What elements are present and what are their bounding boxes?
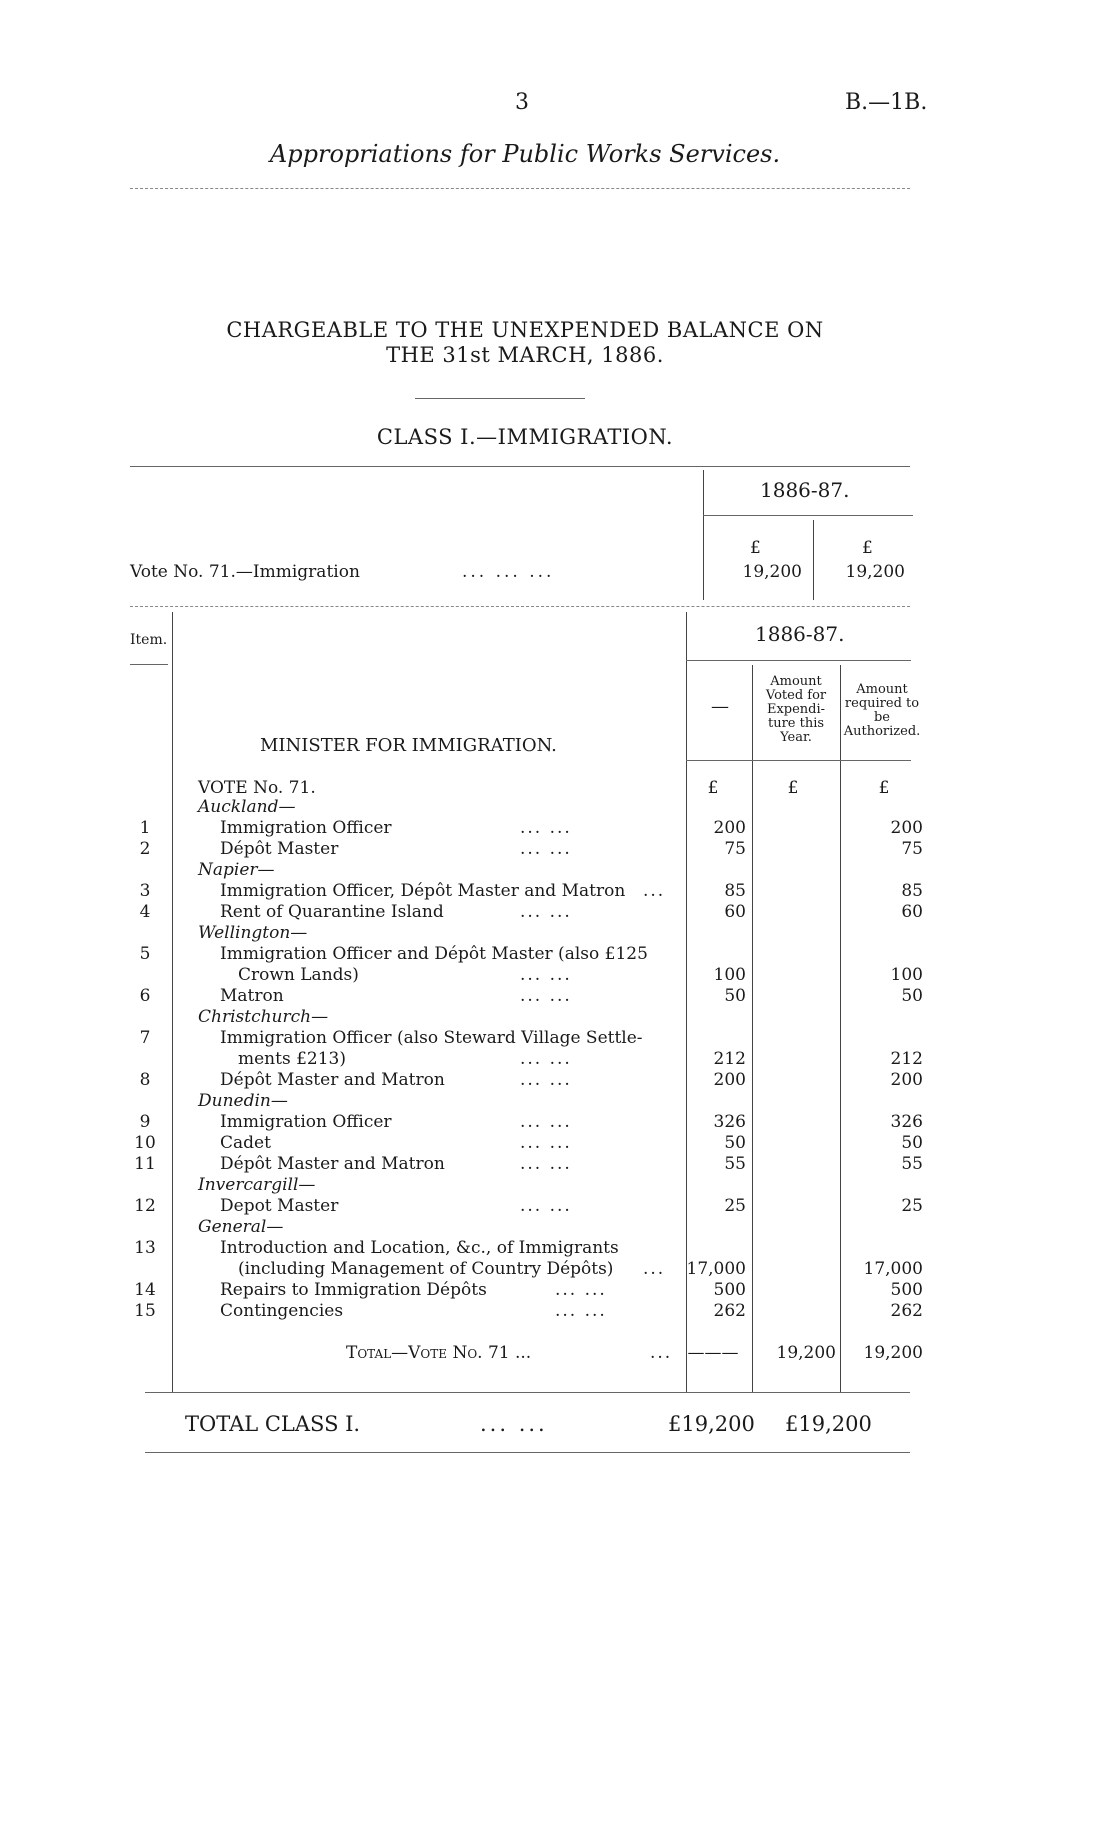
leader-dots: ... ... (520, 1049, 572, 1069)
summary-col-divider (703, 470, 704, 600)
item-header-rule (130, 664, 168, 665)
item-authorized: 212 (890, 1049, 923, 1069)
summary-bottom-rule (130, 606, 910, 607)
currency-col3: £ (878, 778, 890, 798)
table-row (0, 1112, 940, 1133)
table-row (0, 1196, 940, 1217)
item-number: 14 (134, 1280, 156, 1300)
summary-currency-2: £ (862, 538, 873, 558)
item-number: 9 (139, 1112, 151, 1132)
table-row (0, 902, 940, 923)
item-amount: 17,000 (686, 1259, 746, 1279)
leader-dots: ... ... (520, 1133, 572, 1153)
table-row-continued (0, 1049, 940, 1070)
group-auckland: Auckland— (198, 797, 296, 817)
leader-dots: ... ... (520, 1196, 572, 1216)
item-amount: 500 (713, 1280, 746, 1300)
item-amount: 200 (713, 818, 746, 838)
leader-dots: ... ... (520, 965, 572, 985)
item-authorized: 50 (901, 1133, 923, 1153)
group-christchurch: Christchurch— (198, 1007, 329, 1027)
item-number: 8 (139, 1070, 151, 1090)
item-number: 10 (134, 1133, 156, 1153)
leader-dots: ... ... (520, 818, 572, 838)
leader-dots: ... ... (520, 986, 572, 1006)
summary-vote-label: Vote No. 71.—Immigration (130, 562, 360, 582)
leader-dots: ... ... (520, 1070, 572, 1090)
table-row (0, 1070, 940, 1091)
item-amount: 50 (724, 986, 746, 1006)
title-divider (415, 398, 585, 399)
leader-dots: ... ... (555, 1301, 607, 1321)
item-authorized: 200 (890, 818, 923, 838)
item-authorized: 25 (901, 1196, 923, 1216)
item-description: Repairs to Immigration Dépôts (220, 1280, 487, 1300)
item-amount: 200 (713, 1070, 746, 1090)
header-rule (130, 188, 910, 189)
vote-total-row (0, 1343, 940, 1364)
summary-year: 1886-87. (760, 478, 850, 502)
table-row (0, 839, 940, 860)
class-total-amount-1: £19,200 (668, 1412, 755, 1436)
item-amount: 85 (724, 881, 746, 901)
item-number: 11 (134, 1154, 156, 1174)
summary-dots: ... ... ... (462, 562, 555, 582)
group-wellington: Wellington— (198, 923, 308, 943)
item-description: Immigration Officer (also Steward Village Settle- (220, 1028, 643, 1048)
item-amount: 262 (713, 1301, 746, 1321)
item-number: 13 (134, 1238, 156, 1258)
table-row (0, 1154, 940, 1175)
title-line-2: THE 31st MARCH, 1886. (386, 343, 664, 367)
item-amount: 100 (713, 965, 746, 985)
item-authorized: 326 (890, 1112, 923, 1132)
item-number: 6 (139, 986, 151, 1006)
table-row (0, 1280, 940, 1301)
item-description: Dépôt Master and Matron (220, 1154, 445, 1174)
document-reference: B.—1B. (845, 90, 928, 115)
item-description-cont: ments £213) (238, 1049, 346, 1069)
leader-dots: ... (643, 881, 666, 901)
class-total-amount-2: £19,200 (785, 1412, 872, 1436)
leader-dots: ... ... (520, 839, 572, 859)
item-amount: 75 (724, 839, 746, 859)
summary-top-rule (130, 466, 910, 467)
item-description: Immigration Officer, Dépôt Master and Matron (220, 881, 626, 901)
item-amount: 25 (724, 1196, 746, 1216)
class-heading: CLASS I.—IMMIGRATION. (376, 425, 674, 449)
table-row (0, 818, 940, 839)
class-total-rule (145, 1452, 910, 1453)
item-description: Matron (220, 986, 284, 1006)
currency-col1: £ (707, 778, 719, 798)
group-napier: Napier— (198, 860, 275, 880)
item-number: 3 (139, 881, 151, 901)
group-general: General— (198, 1217, 284, 1237)
item-number: 1 (139, 818, 151, 838)
item-authorized: 200 (890, 1070, 923, 1090)
page-subtitle: Appropriations for Public Works Services. (269, 140, 781, 168)
leader-dots: ... ... (520, 1112, 572, 1132)
item-authorized: 55 (901, 1154, 923, 1174)
table-year-rule (686, 660, 911, 661)
item-description: Contingencies (220, 1301, 344, 1321)
vote-row (0, 778, 940, 799)
item-amount: 55 (724, 1154, 746, 1174)
class-total-dots: ... ... (480, 1412, 548, 1436)
item-authorized: 500 (890, 1280, 923, 1300)
item-description: Immigration Officer (220, 1112, 392, 1132)
table-bottom-rule (145, 1392, 910, 1393)
table-row (0, 1238, 940, 1259)
summary-mid-divider (813, 520, 814, 600)
item-authorized: 50 (901, 986, 923, 1006)
vote-total-col1: ——— (687, 1343, 739, 1363)
table-row (0, 944, 940, 965)
item-description: Cadet (220, 1133, 271, 1153)
vote-label: VOTE No. 71. (198, 778, 316, 798)
summary-amount-2: 19,200 (845, 562, 905, 582)
minister-heading: MINISTER FOR IMMIGRATION. (260, 735, 557, 756)
title-line-1: CHARGEABLE TO THE UNEXPENDED BALANCE ON (226, 318, 824, 342)
item-description: Introduction and Location, &c., of Immigrants (220, 1238, 619, 1258)
item-number: 12 (134, 1196, 156, 1216)
item-description: Rent of Quarantine Island (220, 902, 444, 922)
table-row (0, 986, 940, 1007)
item-authorized: 17,000 (863, 1259, 923, 1279)
item-authorized: 60 (901, 902, 923, 922)
item-header: Item. (130, 632, 168, 648)
item-description: Dépôt Master (220, 839, 339, 859)
col2-header: Amount Voted for Expendi-ture this Year. (765, 674, 827, 745)
vote-total-col3: 19,200 (863, 1343, 923, 1363)
item-description-cont: Crown Lands) (238, 965, 359, 985)
item-description: Dépôt Master and Matron (220, 1070, 445, 1090)
currency-col2: £ (787, 778, 799, 798)
item-description-cont: (including Management of Country Dépôts) (238, 1259, 614, 1279)
table-header-rule (686, 760, 911, 761)
item-amount: 326 (713, 1112, 746, 1132)
table-row (0, 1028, 940, 1049)
leader-dots: ... ... (520, 902, 572, 922)
item-description: Depot Master (220, 1196, 339, 1216)
table-row (0, 881, 940, 902)
item-description: Immigration Officer (220, 818, 392, 838)
vote-total-dots: ... (650, 1343, 673, 1363)
table-row (0, 1301, 940, 1322)
item-amount: 212 (713, 1049, 746, 1069)
item-number: 15 (134, 1301, 156, 1321)
class-total-label: TOTAL CLASS I. (185, 1412, 361, 1436)
item-authorized: 75 (901, 839, 923, 859)
item-authorized: 85 (901, 881, 923, 901)
item-number: 4 (139, 902, 151, 922)
item-description: Immigration Officer and Dépôt Master (also £125 (220, 944, 648, 964)
leader-dots: ... ... (555, 1280, 607, 1300)
summary-amount-1: 19,200 (742, 562, 802, 582)
table-row-continued (0, 1259, 940, 1280)
item-amount: 50 (724, 1133, 746, 1153)
item-number: 5 (139, 944, 151, 964)
group-invercargill: Invercargill— (198, 1175, 316, 1195)
col1-header: — (711, 696, 729, 717)
item-number: 7 (139, 1028, 151, 1048)
item-authorized: 262 (890, 1301, 923, 1321)
summary-year-rule (703, 515, 913, 516)
group-dunedin: Dunedin— (198, 1091, 288, 1111)
table-year: 1886-87. (755, 622, 845, 646)
col3-header: Amount required to be Authorized. (843, 682, 921, 739)
leader-dots: ... (643, 1259, 666, 1279)
leader-dots: ... ... (520, 1154, 572, 1174)
item-amount: 60 (724, 902, 746, 922)
vote-total-label: Total—Vote No. 71 ... (346, 1343, 532, 1363)
summary-currency-1: £ (750, 538, 761, 558)
item-authorized: 100 (890, 965, 923, 985)
item-number: 2 (139, 839, 151, 859)
table-row (0, 1133, 940, 1154)
table-row-continued (0, 965, 940, 986)
page-number: 3 (515, 90, 529, 115)
vote-total-col2: 19,200 (776, 1343, 836, 1363)
